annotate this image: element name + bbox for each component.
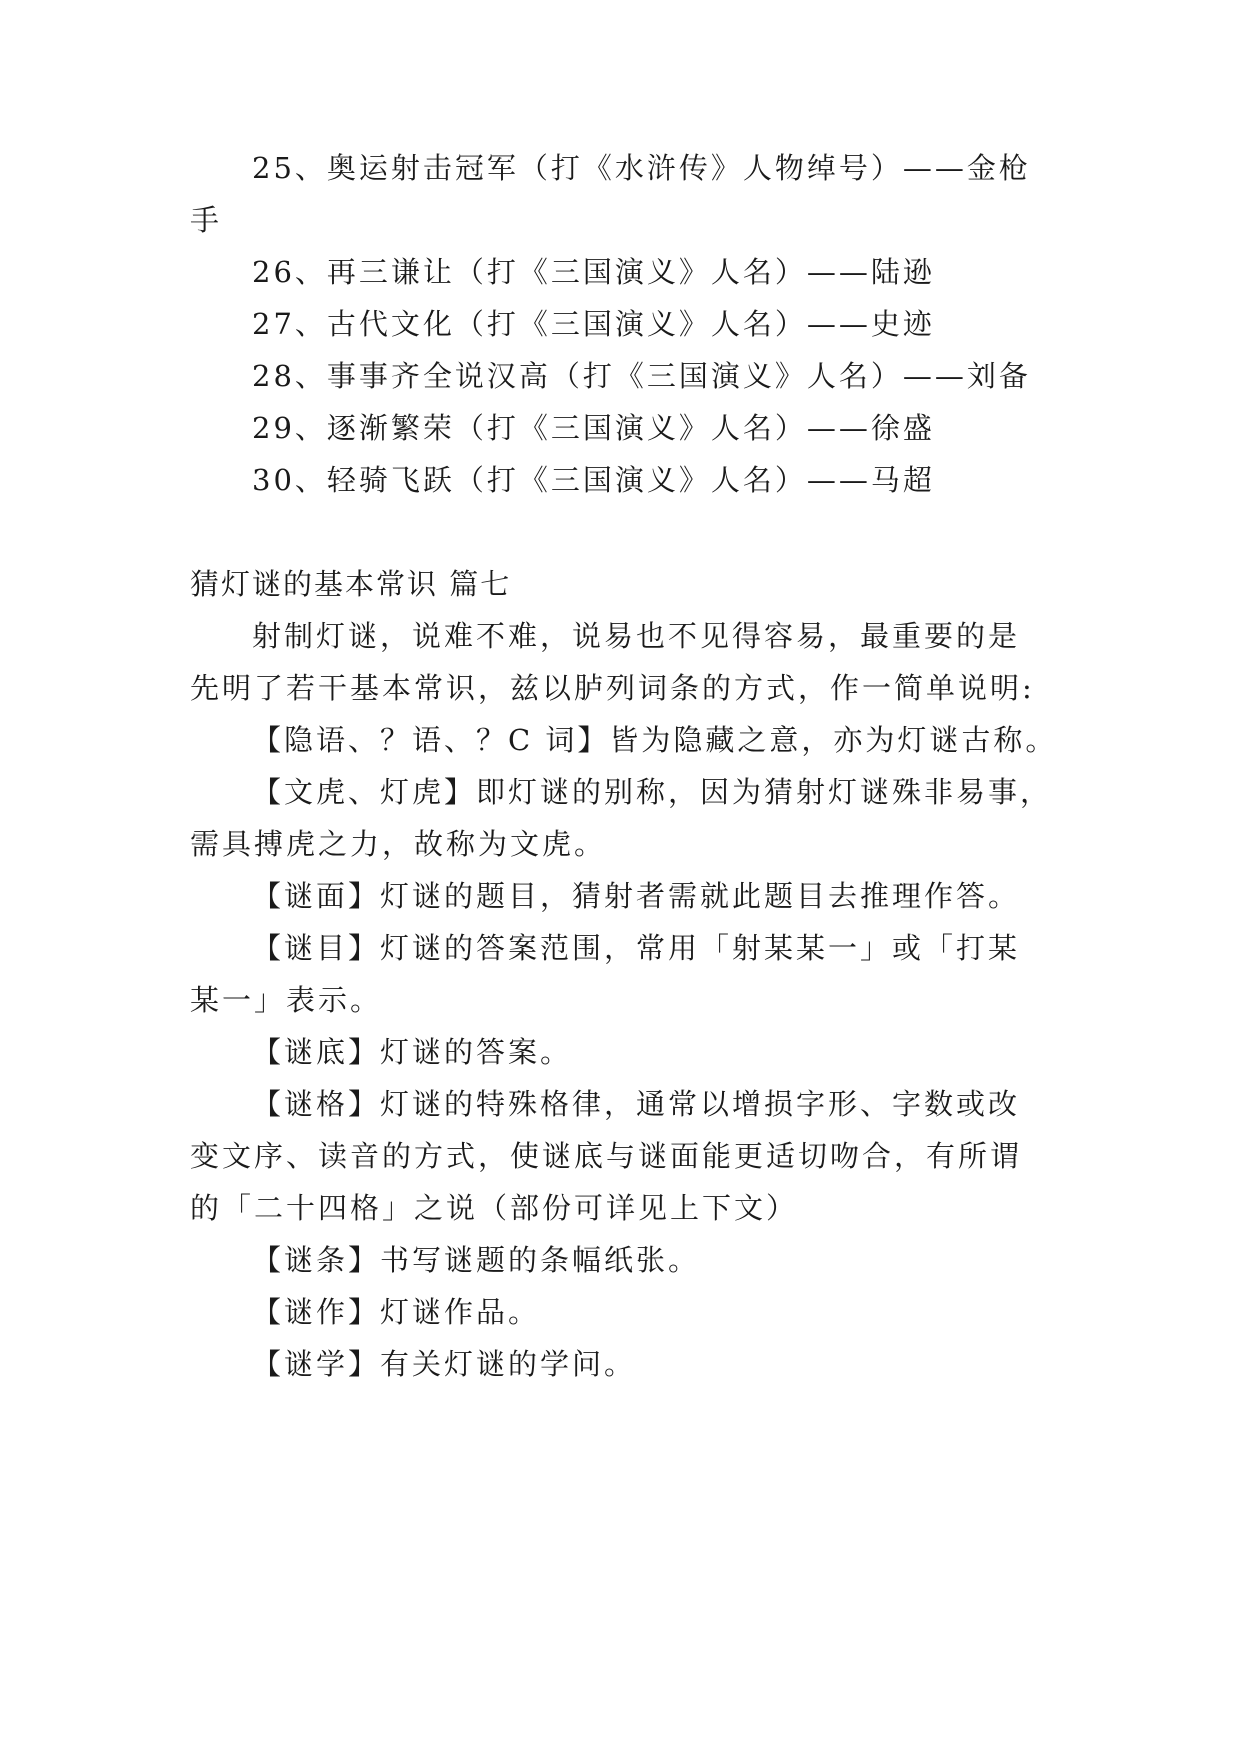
- term-wenhu-line-1: 【文虎、灯虎】即灯谜的别称，因为猜射灯谜殊非易事，: [252, 775, 1053, 809]
- term-yinyu: 【隐语、？语、？C 词】皆为隐藏之意，亦为灯谜古称。: [252, 723, 1058, 757]
- riddle-28: 28、事事齐全说汉高（打《三国演义》人名）——刘备: [252, 359, 1031, 393]
- intro-line-2: 先明了若干基本常识，兹以胪列词条的方式，作一简单说明:: [190, 671, 1035, 705]
- riddle-25-line-2: 手: [190, 203, 223, 237]
- term-mige-line-2: 变文序、读音的方式，使谜底与谜面能更适切吻合，有所谓: [190, 1139, 1023, 1173]
- riddle-26: 26、再三谦让（打《三国演义》人名）——陆逊: [252, 255, 935, 289]
- riddle-29: 29、逐渐繁荣（打《三国演义》人名）——徐盛: [252, 411, 935, 445]
- term-mige-line-3: 的「二十四格」之说（部份可详见上下文）: [190, 1191, 799, 1225]
- term-mimu-line-2: 某一」表示。: [190, 983, 383, 1017]
- term-mimu-line-1: 【谜目】灯谜的答案范围，常用「射某某一」或「打某: [252, 931, 1021, 965]
- term-mitiao: 【谜条】书写谜题的条幅纸张。: [252, 1243, 701, 1277]
- term-mimian: 【谜面】灯谜的题目，猜射者需就此题目去推理作答。: [252, 879, 1021, 913]
- term-wenhu-line-2: 需具搏虎之力，故称为文虎。: [190, 827, 607, 861]
- term-mige-line-1: 【谜格】灯谜的特殊格律，通常以增损字形、字数或改: [252, 1087, 1021, 1121]
- riddle-25-line-1: 25、奥运射击冠军（打《水浒传》人物绰号）——金枪: [252, 151, 1031, 185]
- section-heading: 猜灯谜的基本常识 篇七: [190, 567, 512, 601]
- riddle-27: 27、古代文化（打《三国演义》人名）——史迹: [252, 307, 935, 341]
- intro-line-1: 射制灯谜，说难不难，说易也不见得容易，最重要的是: [252, 619, 1021, 653]
- term-midi: 【谜底】灯谜的答案。: [252, 1035, 573, 1069]
- term-mixue: 【谜学】有关灯谜的学问。: [252, 1347, 637, 1381]
- term-mizuo: 【谜作】灯谜作品。: [252, 1295, 541, 1329]
- riddle-30: 30、轻骑飞跃（打《三国演义》人名）——马超: [252, 463, 935, 497]
